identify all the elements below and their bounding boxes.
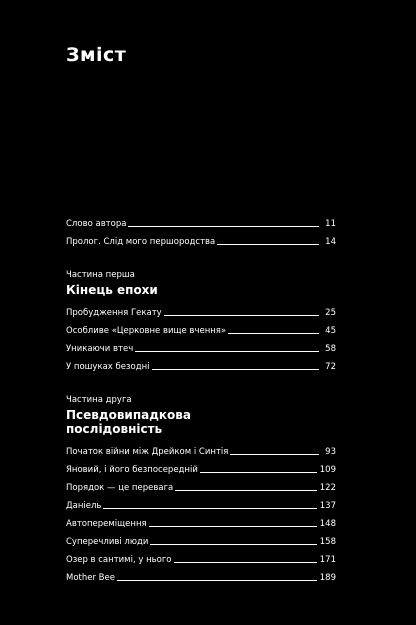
toc-entry-page: 109 (319, 465, 336, 475)
leader-line (150, 544, 316, 545)
toc-entry-page: 25 (325, 308, 336, 318)
toc-entry-page: 58 (325, 344, 336, 354)
toc-entry[interactable] (66, 550, 336, 565)
toc-entry-title: У пошуках безодні (66, 362, 150, 372)
toc-entry-page: 189 (319, 573, 336, 583)
toc-entry-title: Порядок — це перевага (66, 483, 174, 493)
leader-line (152, 369, 319, 370)
table-of-contents (66, 214, 336, 586)
toc-entry[interactable] (66, 442, 336, 457)
toc-entry[interactable] (66, 214, 336, 229)
toc-entry-title: Mother Bee (66, 573, 115, 583)
toc-entry-title: Автопереміщення (66, 519, 147, 529)
toc-entry-title: Початок війни між Дрейком і Синтія (66, 447, 229, 457)
toc-entry-title: Особливе «Церковне вище вчення» (66, 326, 227, 336)
toc-entry[interactable] (66, 460, 336, 475)
toc-entry-title: Суперечливі люди (66, 537, 149, 547)
toc-entry-title: Уникаючи втеч (66, 344, 134, 354)
toc-entry[interactable] (66, 568, 336, 583)
toc-entry-page: 122 (319, 483, 336, 493)
toc-entry[interactable] (66, 514, 336, 529)
toc-entry[interactable] (66, 496, 336, 511)
toc-entry-page: 11 (325, 219, 336, 229)
leader-line (149, 526, 317, 527)
toc-entry-page: 148 (319, 519, 336, 529)
toc-entry[interactable] (66, 321, 336, 336)
part-label: Частина друга (66, 395, 132, 405)
leader-line (217, 244, 319, 245)
toc-entry[interactable] (66, 478, 336, 493)
page-title: Зміст (66, 44, 127, 66)
toc-entry-title: Пролог. Слід мого першородства (66, 237, 216, 247)
leader-line (174, 562, 317, 563)
toc-entry-page: 171 (319, 555, 336, 565)
toc-entry-title: Яновий, і його безпосередній (66, 465, 198, 475)
toc-entry-page: 158 (319, 537, 336, 547)
part-title: Псевдовипадкова послідовність (66, 408, 191, 436)
toc-entry-title: Слово автора (66, 219, 127, 229)
toc-entry-title: Озер в сантимі, у нього (66, 555, 172, 565)
leader-line (164, 315, 319, 316)
part-title: Кінець епохи (66, 283, 158, 297)
toc-entry[interactable] (66, 303, 336, 318)
leader-line (228, 333, 319, 334)
toc-entry-page: 14 (325, 237, 336, 247)
toc-entry-title: Даніель (66, 501, 102, 511)
toc-entry-page: 137 (319, 501, 336, 511)
toc-entry-title: Пробудження Гекату (66, 308, 162, 318)
toc-entry-page: 72 (325, 362, 336, 372)
toc-entry[interactable] (66, 232, 336, 247)
leader-line (117, 580, 317, 581)
leader-line (128, 226, 319, 227)
leader-line (135, 351, 319, 352)
leader-line (200, 472, 317, 473)
toc-entry-page: 45 (325, 326, 336, 336)
toc-entry[interactable] (66, 357, 336, 372)
leader-line (230, 454, 319, 455)
toc-entry[interactable] (66, 339, 336, 354)
toc-entry[interactable] (66, 532, 336, 547)
leader-line (103, 508, 316, 509)
toc-entry-page: 93 (325, 447, 336, 457)
part-label: Частина перша (66, 270, 135, 280)
leader-line (175, 490, 317, 491)
